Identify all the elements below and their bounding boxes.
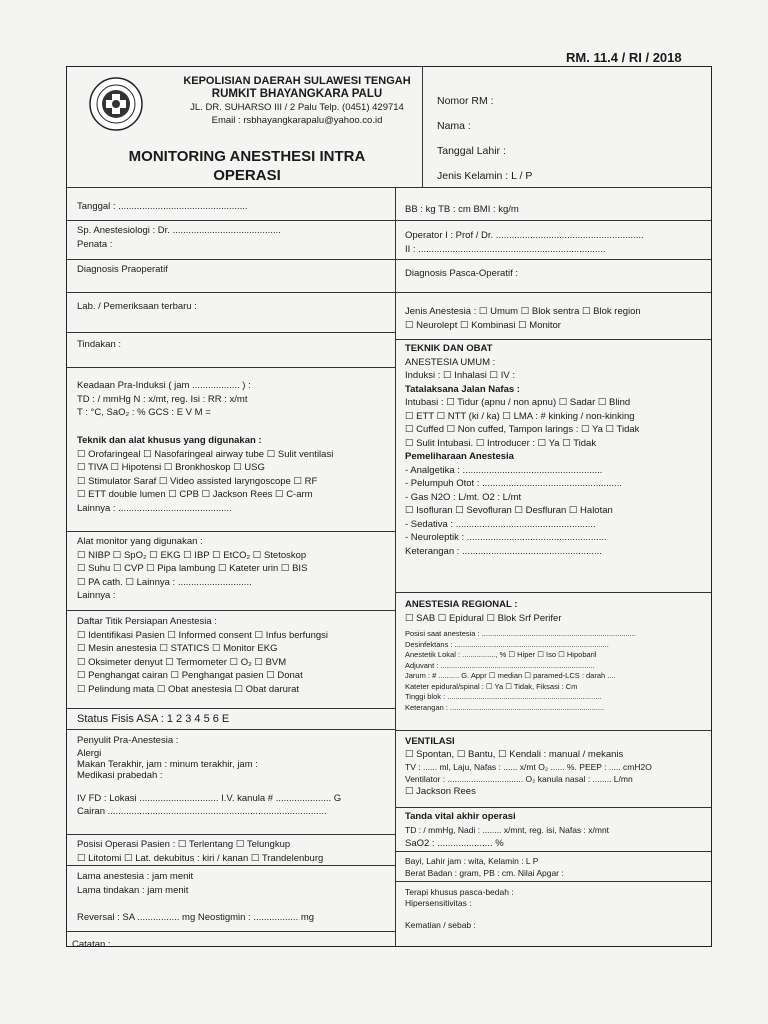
asa-status[interactable]: Status Fisis ASA : 1 2 3 4 5 6 E — [77, 713, 230, 725]
iv-fd-field[interactable]: IV FD : Lokasi .............................. I.V. kanula # ..................... G — [77, 792, 342, 804]
anesthesiologist-section — [77, 224, 281, 251]
jenis-row[interactable]: ☐ Neurolept ☐ Kombinasi ☐ Monitor — [405, 319, 561, 331]
teknik-row[interactable]: ☐ Stimulator Saraf ☐ Video assisted laryngoscope ☐ RF — [77, 475, 318, 487]
teknik-khusus-title: Teknik dan alat khusus yang digunakan : — [77, 435, 262, 446]
anesthesia-form — [66, 66, 712, 947]
rule — [67, 931, 395, 932]
medikasi-field[interactable]: Medikasi prabedah : — [77, 769, 163, 781]
rule — [395, 807, 711, 808]
keadaan-pra-induksi — [77, 379, 251, 420]
regional-details — [405, 629, 636, 713]
penata-field[interactable]: Penata : — [77, 238, 113, 250]
monitor-row[interactable]: ☐ NIBP ☐ SpO₂ ☐ EKG ☐ IBP ☐ EtCO₂ ☐ Stetoskop — [77, 549, 307, 561]
rule — [67, 708, 395, 709]
rule — [395, 851, 711, 852]
cairan-field[interactable]: Cairan ................................................................................... — [77, 806, 327, 817]
lab-label: Lab. / Pemeriksaan terbaru : — [77, 301, 197, 312]
pemeliharaan-title: Pemeliharaan Anestesia — [405, 451, 514, 462]
hospital-header — [167, 75, 427, 127]
intubasi-row[interactable]: Intubasi : ☐ Tidur (apnu / non apnu) ☐ Sadar ☐ Blind — [405, 397, 631, 408]
rule — [67, 367, 395, 368]
rule — [67, 220, 395, 221]
penyulit-title: Penyulit Pra-Anestesia : — [77, 735, 179, 746]
rule — [395, 592, 711, 593]
alergi-field[interactable]: Alergi — [77, 747, 102, 759]
rule — [395, 220, 711, 221]
keadaan-vitals-2[interactable]: T : °C, SaO₂ : % GCS : E V M = — [77, 407, 211, 418]
header-bottom-line — [67, 187, 711, 188]
rule — [67, 865, 395, 866]
patient-identity — [437, 89, 532, 189]
ventilasi-section — [405, 735, 652, 798]
jalan-nafas-title: Tatalaksana Jalan Nafas : — [405, 383, 520, 395]
vital-row[interactable]: TD : / mmHg, Nadi : ........ x/mnt, reg. isi, Nafas : x/mnt — [405, 824, 610, 835]
patient-rm: Nomor RM : — [437, 95, 494, 107]
operator-section — [405, 229, 644, 256]
patient-dob: Tanggal Lahir : — [437, 145, 506, 157]
hospital-email: Email : rsbhayangkarapalu@yahoo.co.id — [211, 115, 383, 126]
rule — [67, 292, 395, 293]
title-line-1: MONITORING ANESTHESI INTRA — [128, 148, 366, 165]
regional-row[interactable]: Tinggi blok : .......................................................................... — [405, 692, 602, 701]
header-divider — [422, 67, 423, 187]
monitor-row[interactable]: ☐ Suhu ☐ CVP ☐ Pipa lambung ☐ Kateter urin ☐ BIS — [77, 563, 308, 574]
tindakan-label: Tindakan : — [77, 339, 122, 350]
regional-row[interactable]: Jarum : # .......... G. Appr ☐ median ☐ paramed-LCS : darah .... — [405, 671, 616, 680]
sao2-field[interactable]: SaO2 : ..................... % — [405, 838, 504, 849]
pelumpuh-otot-field[interactable]: - Pelumpuh Otot : ..................................................... — [405, 478, 622, 489]
column-divider — [395, 187, 396, 946]
ventilasi-params-row[interactable]: TV : ...... ml, Laju, Nafas : ...... x/mt O₂ ...... %. PEEP : ..... cmH2O — [405, 762, 652, 772]
rule — [67, 332, 395, 333]
regional-row[interactable]: Anestetik Lokal : ................, % ☐ Hiper ☐ Iso ☐ Hipobaril — [405, 650, 597, 659]
rule — [67, 729, 395, 730]
rule — [67, 834, 395, 835]
posisi-row[interactable]: Posisi Operasi Pasien : ☐ Terlentang ☐ Telungkup — [77, 839, 291, 850]
operator-1-field[interactable]: Operator I : Prof / Dr. ........................................................ — [405, 230, 644, 241]
lama-anestesia-field[interactable]: Lama anestesia : jam menit — [77, 871, 194, 882]
bayi-section — [405, 856, 564, 879]
rule — [67, 259, 395, 260]
diagnosis-pra-label: Diagnosis Praoperatif — [77, 264, 168, 275]
hipersensitivitas-field[interactable]: Hipersensitivitas : — [405, 898, 472, 908]
keadaan-title: Keadaan Pra-Induksi ( jam .................. ) : — [77, 380, 251, 391]
police-hospital-logo — [89, 77, 143, 131]
diagnosis-pasca-label: Diagnosis Pasca-Operatif : — [405, 268, 518, 279]
regional-row[interactable]: Kateter epidural/spinal : ☐ Ya ☐ Tidak, Fiksasi : Cm — [405, 681, 578, 691]
monitor-row[interactable]: ☐ PA cath. ☐ Lainnya : ............................ — [77, 576, 252, 588]
titik-row[interactable]: ☐ Oksimeter denyut ☐ Termometer ☐ O₂ ☐ BVM — [77, 656, 287, 668]
terapi-field[interactable]: Terapi khusus pasca-bedah : — [405, 887, 514, 897]
form-title — [77, 147, 417, 185]
teknik-lainnya[interactable]: Lainnya : ........................................... — [77, 502, 232, 514]
sedativa-field[interactable]: - Sedativa : ..................................................... — [405, 518, 596, 530]
bayi-lahir-row[interactable]: Bayi, Lahir jam : wita, Kelamin : L P — [405, 856, 539, 866]
induksi-row[interactable]: Induksi : ☐ Inhalasi ☐ IV : — [405, 370, 515, 381]
analgetika-field[interactable]: - Analgetika : ..................................................... — [405, 464, 603, 476]
posisi-section — [77, 838, 323, 865]
cuffed-row[interactable]: ☐ Cuffed ☐ Non cuffed, Tampon larings : ☐ Ya ☐ Tidak — [405, 424, 640, 435]
regional-row[interactable]: Posisi saat anestesia : .......................................................................... — [405, 629, 636, 638]
rule — [395, 730, 711, 731]
regional-title: ANESTESIA REGIONAL : — [405, 599, 518, 610]
rule — [395, 339, 711, 340]
jenis-row[interactable]: Jenis Anestesia : ☐ Umum ☐ Blok sentra ☐ Blok region — [405, 306, 641, 317]
vital-title: Tanda vital akhir operasi — [405, 811, 516, 822]
regional-section — [405, 598, 562, 625]
kematian-field[interactable]: Kematian / sebab : — [405, 920, 476, 930]
lama-section — [77, 870, 314, 924]
teknik-khusus-section — [77, 434, 333, 515]
monitor-title: Alat monitor yang digunakan : — [77, 536, 203, 547]
bayi-berat-row[interactable]: Berat Badan : gram, PB : cm. Nilai Apgar : — [405, 867, 564, 878]
titik-title: Daftar Titik Persiapan Anestesia : — [77, 616, 217, 627]
regional-row[interactable]: Keterangan : .......................................................................... — [405, 702, 605, 712]
spacer — [405, 909, 514, 920]
rule — [395, 259, 711, 260]
titik-row[interactable]: ☐ Mesin anestesia ☐ STATICS ☐ Monitor EKG — [77, 643, 278, 654]
terapi-section — [405, 887, 514, 931]
vital-akhir-section — [405, 810, 609, 851]
teknik-obat-title: TEKNIK DAN OBAT — [405, 343, 493, 354]
patient-sex: Jenis Kelamin : L / P — [437, 170, 533, 182]
rule — [395, 881, 711, 882]
anesthesiologist-field[interactable]: Sp. Anestesiologi : Dr. ......................................... — [77, 225, 281, 236]
jenis-anestesia-section — [405, 305, 641, 332]
teknik-row[interactable]: ☐ TIVA ☐ Hipotensi ☐ Bronkhoskop ☐ USG — [77, 462, 265, 473]
rm-code: RM. 11.4 / RI / 2018 — [566, 50, 682, 65]
teknik-row[interactable]: ☐ Orofaringeal ☐ Nasofaringeal airway tube ☐ Sulit ventilasi — [77, 448, 334, 460]
titik-row[interactable]: ☐ Identifikasi Pasien ☐ Informed consent ☐ Infus berfungsi — [77, 629, 329, 641]
ventilasi-mode-row[interactable]: ☐ Spontan, ☐ Bantu, ☐ Kendali : manual / mekanis — [405, 749, 624, 760]
teknik-row[interactable]: ☐ ETT double lumen ☐ CPB ☐ Jackson Rees ☐ C-arm — [77, 489, 313, 500]
hospital-name: RUMKIT BHAYANGKARA PALU — [211, 88, 383, 100]
titik-persiapan-section — [77, 615, 328, 696]
ventilator-row[interactable]: Ventilator : ................................ O₂ kanula nasal : ........ L/mn — [405, 774, 633, 784]
hospital-address: JL. DR. SUHARSO III / 2 Palu Telp. (0451) 429714 — [190, 102, 404, 113]
org-name: KEPOLISIAN DAERAH SULAWESI TENGAH — [183, 75, 411, 87]
monitor-lainnya[interactable]: Lainnya : — [77, 590, 116, 601]
rule — [67, 610, 395, 611]
penyulit-section — [77, 734, 341, 819]
posisi-row[interactable]: ☐ Litotomi ☐ Lat. dekubitus : kiri / kanan ☐ Trandelenburg — [77, 852, 324, 864]
teknik-obat-section — [405, 342, 639, 558]
catatan-label: Catatan : — [72, 939, 111, 950]
regional-types-row[interactable]: ☐ SAB ☐ Epidural ☐ Blok Srf Perifer — [405, 612, 562, 624]
spacer — [77, 781, 341, 792]
spacer — [77, 897, 314, 911]
bb-tb-bmi-field[interactable]: BB : kg TB : cm BMI : kg/m — [405, 204, 519, 215]
volatile-row[interactable]: ☐ Isofluran ☐ Sevofluran ☐ Desfluran ☐ Halotan — [405, 505, 613, 516]
ett-row[interactable]: ☐ ETT ☐ NTT (ki / ka) ☐ LMA : # kinking / non-kinking — [405, 410, 635, 422]
regional-row[interactable]: Adjuvant : .......................................................................... — [405, 660, 595, 670]
keadaan-vitals-1[interactable]: TD : / mmHg N : x/mt, reg. Isi : RR : x/mt — [77, 393, 248, 405]
title-line-2: OPERASI — [213, 167, 281, 184]
tanggal-field[interactable]: Tanggal : ................................................. — [77, 201, 248, 212]
monitor-section — [77, 535, 307, 603]
ventilasi-title: VENTILASI — [405, 736, 455, 747]
titik-row[interactable]: ☐ Penghangat cairan ☐ Penghangat pasien ☐ Donat — [77, 670, 303, 681]
keterangan-field[interactable]: Keterangan : ..................................................... — [405, 545, 602, 557]
gas-field[interactable]: - Gas N2O : L/mt. O2 : L/mt — [405, 491, 522, 503]
makan-terakhir-field[interactable]: Makan Terakhir, jam : minum terakhir, jam : — [77, 758, 258, 770]
rule — [395, 292, 711, 293]
operator-2-field[interactable]: II : ....................................................................... — [405, 243, 606, 255]
titik-row[interactable]: ☐ Pelindung mata ☐ Obat anestesia ☐ Obat darurat — [77, 683, 300, 695]
lama-tindakan-field[interactable]: Lama tindakan : jam menit — [77, 884, 189, 896]
reversal-field[interactable]: Reversal : SA ................ mg Neostigmin : ................. mg — [77, 911, 315, 923]
jackson-rees-row[interactable]: ☐ Jackson Rees — [405, 786, 476, 797]
anestesia-umum-label: ANESTESIA UMUM : — [405, 356, 496, 368]
rule — [67, 531, 395, 532]
patient-name: Nama : — [437, 120, 471, 132]
neuroleptik-field[interactable]: - Neuroleptik : ..................................................... — [405, 532, 607, 543]
regional-row[interactable]: Desinfektans : .......................................................................... — [405, 639, 609, 649]
sulit-intubasi-row[interactable]: ☐ Sulit Intubasi. ☐ Introducer : ☐ Ya ☐ Tidak — [405, 437, 597, 449]
